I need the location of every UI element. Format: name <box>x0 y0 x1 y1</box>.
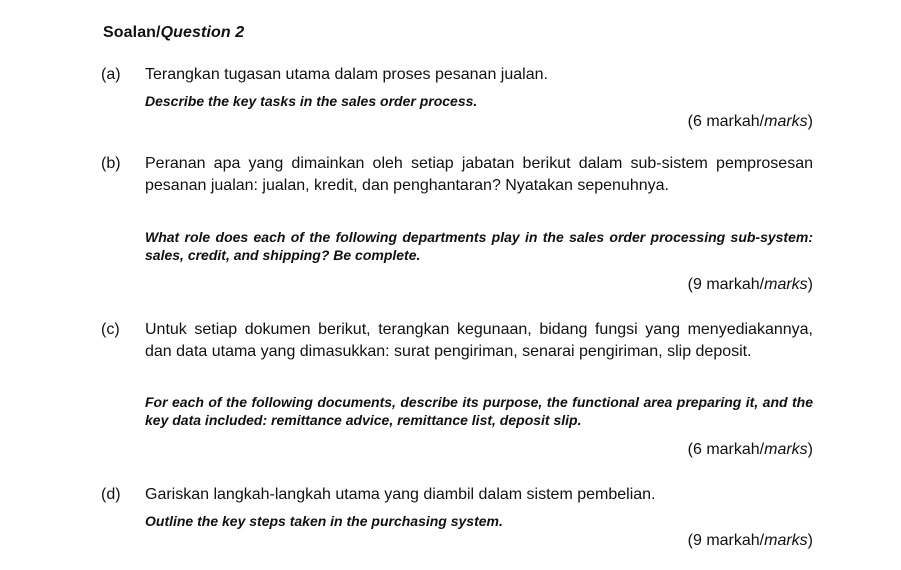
question-c-label: (c) <box>101 321 120 338</box>
question-c-malay: Untuk setiap dokumen berikut, terangkan kegunaan, bidang fungsi yang menyediakannya, dan data utama yang dimasukkan: surat pengiriman, senarai pengiriman, slip deposit. <box>145 321 813 360</box>
question-a-label: (a) <box>101 66 121 83</box>
question-c-marks: (6 markah/marks) <box>687 441 813 458</box>
question-d-label: (d) <box>101 486 121 503</box>
question-c-english: For each of the following documents, describe its purpose, the functional area preparing it, and the key data included: remittance advice, remittance list, deposit slip. <box>145 394 813 428</box>
question-a-marks: (6 markah/marks) <box>687 113 813 130</box>
question-b-english: What role does each of the following departments play in the sales order processing sub-system: sales, credit, and shipping? Be complete. <box>145 229 813 263</box>
question-heading <box>103 24 244 42</box>
question-b-malay: Peranan apa yang dimainkan oleh setiap jabatan berikut dalam sub-sistem pemprosesan pesanan jualan: jualan, kredit, dan penghantaran? Nyatakan sepenuhnya. <box>145 155 813 194</box>
question-a-malay: Terangkan tugasan utama dalam proses pesanan jualan. <box>145 66 548 83</box>
question-a-english: Describe the key tasks in the sales order process. <box>145 93 478 109</box>
question-b-marks: (9 markah/marks) <box>687 276 813 293</box>
question-d-malay: Gariskan langkah-langkah utama yang diambil dalam sistem pembelian. <box>145 486 656 503</box>
heading-english: Question 2 <box>160 24 245 41</box>
question-d-marks: (9 markah/marks) <box>687 532 813 549</box>
heading-malay: Soalan/ <box>103 24 161 41</box>
question-d-english: Outline the key steps taken in the purchasing system. <box>145 513 503 529</box>
question-b-label: (b) <box>101 155 121 172</box>
